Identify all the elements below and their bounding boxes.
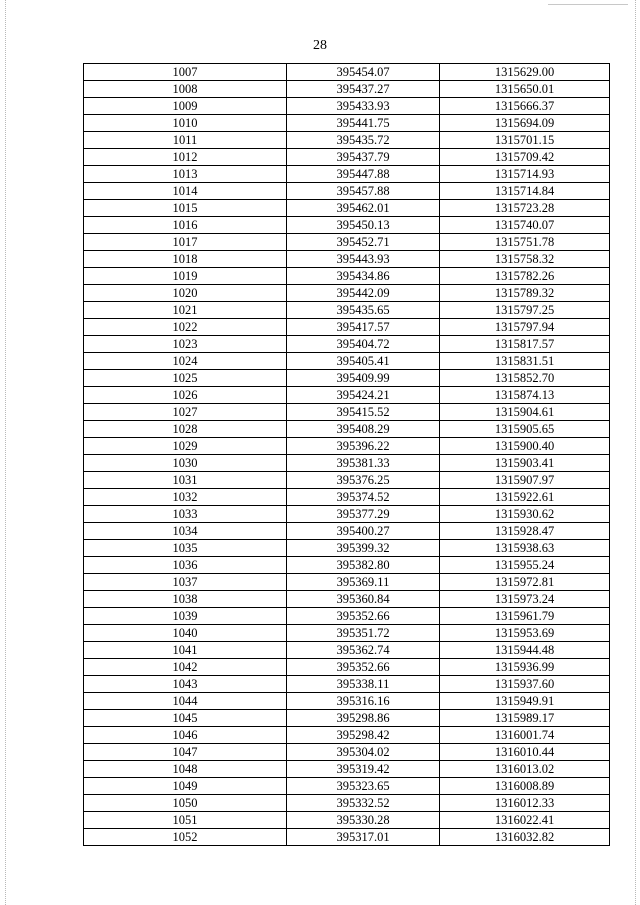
table-row [84, 81, 610, 98]
x-coordinate-cell: 395382.80 [287, 557, 440, 574]
x-coordinate-cell: 395399.32 [287, 540, 440, 557]
x-coordinate-cell: 395437.79 [287, 149, 440, 166]
y-coordinate-cell: 1316013.02 [440, 761, 610, 778]
y-coordinate-cell: 1315650.01 [440, 81, 610, 98]
x-coordinate-cell: 395408.29 [287, 421, 440, 438]
point-number-cell: 1049 [84, 778, 287, 795]
table-row [84, 591, 610, 608]
table-row [84, 319, 610, 336]
x-coordinate-cell: 395404.72 [287, 336, 440, 353]
table-row [84, 455, 610, 472]
y-coordinate-cell: 1315758.32 [440, 251, 610, 268]
table-row [84, 115, 610, 132]
y-coordinate-cell: 1315937.60 [440, 676, 610, 693]
table-row [84, 370, 610, 387]
x-coordinate-cell: 395415.52 [287, 404, 440, 421]
table-row [84, 98, 610, 115]
x-coordinate-cell: 395352.66 [287, 659, 440, 676]
point-number-cell: 1050 [84, 795, 287, 812]
x-coordinate-cell: 395400.27 [287, 523, 440, 540]
point-number-cell: 1024 [84, 353, 287, 370]
table-row [84, 710, 610, 727]
point-number-cell: 1014 [84, 183, 287, 200]
table-row [84, 557, 610, 574]
y-coordinate-cell: 1315944.48 [440, 642, 610, 659]
y-coordinate-cell: 1315740.07 [440, 217, 610, 234]
table-row [84, 659, 610, 676]
point-number-cell: 1007 [84, 64, 287, 81]
table-row [84, 234, 610, 251]
point-number-cell: 1045 [84, 710, 287, 727]
table-row [84, 132, 610, 149]
table-row [84, 761, 610, 778]
table-row [84, 200, 610, 217]
point-number-cell: 1032 [84, 489, 287, 506]
table-row [84, 693, 610, 710]
y-coordinate-cell: 1315989.17 [440, 710, 610, 727]
y-coordinate-cell: 1315751.78 [440, 234, 610, 251]
point-number-cell: 1022 [84, 319, 287, 336]
x-coordinate-cell: 395298.42 [287, 727, 440, 744]
table-row [84, 523, 610, 540]
point-number-cell: 1020 [84, 285, 287, 302]
table-row [84, 540, 610, 557]
point-number-cell: 1027 [84, 404, 287, 421]
point-number-cell: 1008 [84, 81, 287, 98]
table-row [84, 285, 610, 302]
table-row [84, 829, 610, 846]
y-coordinate-cell: 1315961.79 [440, 608, 610, 625]
point-number-cell: 1043 [84, 676, 287, 693]
x-coordinate-cell: 395405.41 [287, 353, 440, 370]
point-number-cell: 1052 [84, 829, 287, 846]
point-number-cell: 1011 [84, 132, 287, 149]
table-row [84, 404, 610, 421]
table-row [84, 217, 610, 234]
table-row [84, 336, 610, 353]
point-number-cell: 1015 [84, 200, 287, 217]
x-coordinate-cell: 395424.21 [287, 387, 440, 404]
x-coordinate-cell: 395450.13 [287, 217, 440, 234]
x-coordinate-cell: 395396.22 [287, 438, 440, 455]
table-row [84, 421, 610, 438]
x-coordinate-cell: 395316.16 [287, 693, 440, 710]
table-row [84, 727, 610, 744]
y-coordinate-cell: 1315714.93 [440, 166, 610, 183]
y-coordinate-cell: 1315938.63 [440, 540, 610, 557]
y-coordinate-cell: 1315874.13 [440, 387, 610, 404]
point-number-cell: 1042 [84, 659, 287, 676]
x-coordinate-cell: 395317.01 [287, 829, 440, 846]
point-number-cell: 1037 [84, 574, 287, 591]
table-row [84, 302, 610, 319]
x-coordinate-cell: 395352.66 [287, 608, 440, 625]
y-coordinate-cell: 1315949.91 [440, 693, 610, 710]
y-coordinate-cell: 1315666.37 [440, 98, 610, 115]
x-coordinate-cell: 395434.86 [287, 268, 440, 285]
x-coordinate-cell: 395369.11 [287, 574, 440, 591]
coordinates-table-body [84, 64, 610, 846]
x-coordinate-cell: 395330.28 [287, 812, 440, 829]
y-coordinate-cell: 1316012.33 [440, 795, 610, 812]
y-coordinate-cell: 1315972.81 [440, 574, 610, 591]
x-coordinate-cell: 395323.65 [287, 778, 440, 795]
x-coordinate-cell: 395374.52 [287, 489, 440, 506]
point-number-cell: 1031 [84, 472, 287, 489]
y-coordinate-cell: 1315831.51 [440, 353, 610, 370]
page-number: 28 [313, 38, 327, 53]
table-row [84, 812, 610, 829]
y-coordinate-cell: 1316022.41 [440, 812, 610, 829]
x-coordinate-cell: 395332.52 [287, 795, 440, 812]
y-coordinate-cell: 1315904.61 [440, 404, 610, 421]
point-number-cell: 1019 [84, 268, 287, 285]
point-number-cell: 1030 [84, 455, 287, 472]
x-coordinate-cell: 395362.74 [287, 642, 440, 659]
x-coordinate-cell: 395454.07 [287, 64, 440, 81]
table-row [84, 166, 610, 183]
x-coordinate-cell: 395351.72 [287, 625, 440, 642]
x-coordinate-cell: 395452.71 [287, 234, 440, 251]
table-row [84, 778, 610, 795]
point-number-cell: 1025 [84, 370, 287, 387]
y-coordinate-cell: 1315900.40 [440, 438, 610, 455]
point-number-cell: 1016 [84, 217, 287, 234]
x-coordinate-cell: 395319.42 [287, 761, 440, 778]
point-number-cell: 1036 [84, 557, 287, 574]
point-number-cell: 1046 [84, 727, 287, 744]
table-row [84, 744, 610, 761]
table-row [84, 438, 610, 455]
x-coordinate-cell: 395298.86 [287, 710, 440, 727]
point-number-cell: 1041 [84, 642, 287, 659]
y-coordinate-cell: 1315903.41 [440, 455, 610, 472]
table-row [84, 268, 610, 285]
table-row [84, 183, 610, 200]
table-row [84, 387, 610, 404]
table-row [84, 472, 610, 489]
x-coordinate-cell: 395457.88 [287, 183, 440, 200]
x-coordinate-cell: 395433.93 [287, 98, 440, 115]
table-row [84, 608, 610, 625]
x-coordinate-cell: 395338.11 [287, 676, 440, 693]
point-number-cell: 1040 [84, 625, 287, 642]
scan-top-rule [548, 4, 628, 5]
point-number-cell: 1023 [84, 336, 287, 353]
x-coordinate-cell: 395437.27 [287, 81, 440, 98]
point-number-cell: 1009 [84, 98, 287, 115]
point-number-cell: 1047 [84, 744, 287, 761]
y-coordinate-cell: 1315955.24 [440, 557, 610, 574]
x-coordinate-cell: 395441.75 [287, 115, 440, 132]
point-number-cell: 1044 [84, 693, 287, 710]
point-number-cell: 1021 [84, 302, 287, 319]
x-coordinate-cell: 395381.33 [287, 455, 440, 472]
point-number-cell: 1048 [84, 761, 287, 778]
table-row [84, 149, 610, 166]
table-row [84, 489, 610, 506]
x-coordinate-cell: 395360.84 [287, 591, 440, 608]
y-coordinate-cell: 1315936.99 [440, 659, 610, 676]
x-coordinate-cell: 395443.93 [287, 251, 440, 268]
table-row [84, 642, 610, 659]
x-coordinate-cell: 395435.65 [287, 302, 440, 319]
y-coordinate-cell: 1315922.61 [440, 489, 610, 506]
point-number-cell: 1013 [84, 166, 287, 183]
y-coordinate-cell: 1316010.44 [440, 744, 610, 761]
x-coordinate-cell: 395376.25 [287, 472, 440, 489]
y-coordinate-cell: 1315797.94 [440, 319, 610, 336]
y-coordinate-cell: 1315817.57 [440, 336, 610, 353]
y-coordinate-cell: 1315701.15 [440, 132, 610, 149]
point-number-cell: 1038 [84, 591, 287, 608]
x-coordinate-cell: 395417.57 [287, 319, 440, 336]
y-coordinate-cell: 1316008.89 [440, 778, 610, 795]
y-coordinate-cell: 1316001.74 [440, 727, 610, 744]
point-number-cell: 1017 [84, 234, 287, 251]
y-coordinate-cell: 1315789.32 [440, 285, 610, 302]
table-row [84, 625, 610, 642]
point-number-cell: 1028 [84, 421, 287, 438]
y-coordinate-cell: 1315723.28 [440, 200, 610, 217]
point-number-cell: 1035 [84, 540, 287, 557]
x-coordinate-cell: 395462.01 [287, 200, 440, 217]
point-number-cell: 1033 [84, 506, 287, 523]
y-coordinate-cell: 1315953.69 [440, 625, 610, 642]
point-number-cell: 1039 [84, 608, 287, 625]
table-row [84, 64, 610, 81]
y-coordinate-cell: 1315709.42 [440, 149, 610, 166]
y-coordinate-cell: 1315905.65 [440, 421, 610, 438]
y-coordinate-cell: 1315907.97 [440, 472, 610, 489]
point-number-cell: 1034 [84, 523, 287, 540]
table-row [84, 574, 610, 591]
y-coordinate-cell: 1315928.47 [440, 523, 610, 540]
table-row [84, 795, 610, 812]
table-row [84, 506, 610, 523]
y-coordinate-cell: 1315973.24 [440, 591, 610, 608]
y-coordinate-cell: 1315797.25 [440, 302, 610, 319]
scan-edge-left [5, 0, 6, 905]
point-number-cell: 1010 [84, 115, 287, 132]
table-row [84, 676, 610, 693]
y-coordinate-cell: 1316032.82 [440, 829, 610, 846]
x-coordinate-cell: 395442.09 [287, 285, 440, 302]
x-coordinate-cell: 395409.99 [287, 370, 440, 387]
point-number-cell: 1029 [84, 438, 287, 455]
y-coordinate-cell: 1315930.62 [440, 506, 610, 523]
table-row [84, 353, 610, 370]
y-coordinate-cell: 1315782.26 [440, 268, 610, 285]
table-row [84, 251, 610, 268]
y-coordinate-cell: 1315629.00 [440, 64, 610, 81]
point-number-cell: 1018 [84, 251, 287, 268]
x-coordinate-cell: 395447.88 [287, 166, 440, 183]
y-coordinate-cell: 1315852.70 [440, 370, 610, 387]
point-number-cell: 1026 [84, 387, 287, 404]
point-number-cell: 1012 [84, 149, 287, 166]
x-coordinate-cell: 395435.72 [287, 132, 440, 149]
coordinates-table [83, 63, 610, 846]
x-coordinate-cell: 395304.02 [287, 744, 440, 761]
y-coordinate-cell: 1315694.09 [440, 115, 610, 132]
scan-edge-right [635, 0, 636, 905]
point-number-cell: 1051 [84, 812, 287, 829]
y-coordinate-cell: 1315714.84 [440, 183, 610, 200]
x-coordinate-cell: 395377.29 [287, 506, 440, 523]
